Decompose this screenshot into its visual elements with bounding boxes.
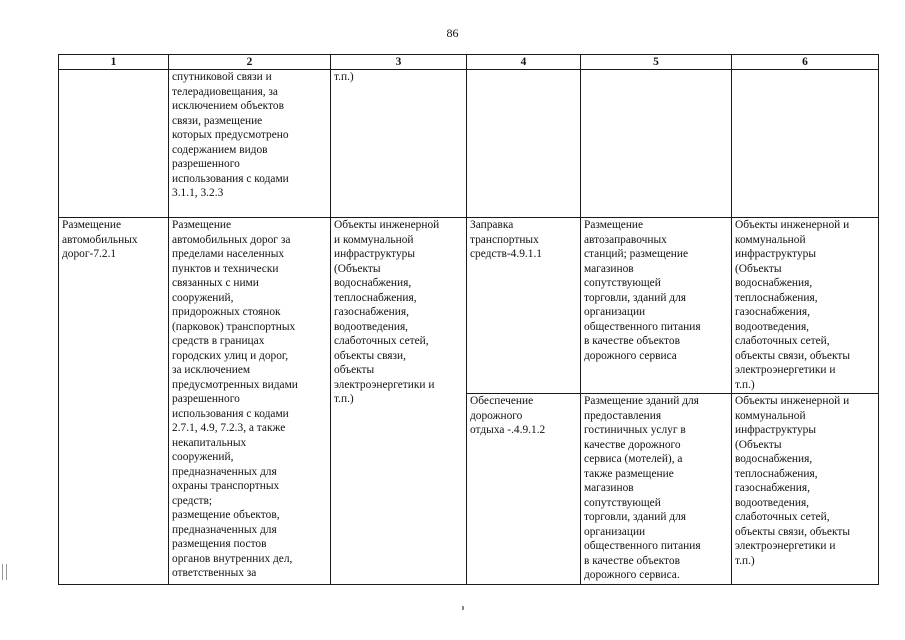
cell-auxiliary-objects: Объекты инженерной и коммунальной инфраструктуры (Объекты водоснабжения, теплоснабжения, газоснабжения, водоотведения, слаботочных сетей, объекты связи, объекты электроэнергетики и т.п.) (331, 218, 467, 585)
column-header-1: 1 (59, 55, 169, 70)
cell-use-description: Размещение автомобильных дорог за пределами населенных пунктов и технически связанных с ними сооружений, придорожных стоянок (парковок) транспортных средств в границах городских улиц и дорог, за исключением предусмотренных видами разрешенного использования с кодами 2.7.1, 4.9, 7.2.3, а также некапитальных сооружений, предназначенных для охраны транспортных средств; размещение объектов, предназначенных для размещения постов органов внутренних дел, ответственных за (169, 218, 331, 585)
cell-conditional-use-type: Обеспечение дорожного отдыха -.4.9.1.2 (467, 394, 581, 585)
column-header-6: 6 (732, 55, 879, 70)
cell-use-type (59, 70, 169, 218)
column-header-2: 2 (169, 55, 331, 70)
table-header-row (59, 55, 879, 70)
cell-conditional-use-description: Размещение автозаправочных станций; размещение магазинов сопутствующей торговли, зданий для организации общественного питания в качестве объектов дорожного сервиса (581, 218, 732, 394)
cell-use-description: спутниковой связи и телерадиовещания, за исключением объектов связи, размещение которых предусмотрено содержанием видов разрешенного использования с кодами 3.1.1, 3.2.3 (169, 70, 331, 218)
table-row (59, 218, 879, 394)
cell-conditional-use-description (581, 70, 732, 218)
cell-conditional-use-description: Размещение зданий для предоставления гостиничных услуг в качестве дорожного сервиса (мотелей), а также размещение магазинов сопутствующей торговли, зданий для организации общественного питания в качестве объектов дорожного сервиса. (581, 394, 732, 585)
page-number: 86 (446, 26, 459, 40)
cell-conditional-auxiliary-objects: Объекты инженерной и коммунальной инфраструктуры (Объекты водоснабжения, теплоснабжения, газоснабжения, водоотведения, слаботочных сетей, объекты связи, объекты электроэнергетики и т.п.) (732, 218, 879, 394)
cell-conditional-auxiliary-objects: Объекты инженерной и коммунальной инфраструктуры (Объекты водоснабжения, теплоснабжения, газоснабжения, водоотведения, слаботочных сетей, объекты связи, объекты электроэнергетики и т.п.) (732, 394, 879, 585)
table-row (59, 70, 879, 218)
column-header-4: 4 (467, 55, 581, 70)
column-header-3: 3 (331, 55, 467, 70)
cell-use-type: Размещение автомобильных дорог-7.2.1 (59, 218, 169, 585)
cell-auxiliary-objects: т.п.) (331, 70, 467, 218)
cell-conditional-auxiliary-objects (732, 70, 879, 218)
cell-conditional-use-type: Заправка транспортных средств-4.9.1.1 (467, 218, 581, 394)
scan-dot-mark (462, 606, 464, 610)
cell-conditional-use-type (467, 70, 581, 218)
column-header-5: 5 (581, 55, 732, 70)
scan-edge-mark (2, 564, 7, 580)
land-use-table (58, 54, 879, 585)
